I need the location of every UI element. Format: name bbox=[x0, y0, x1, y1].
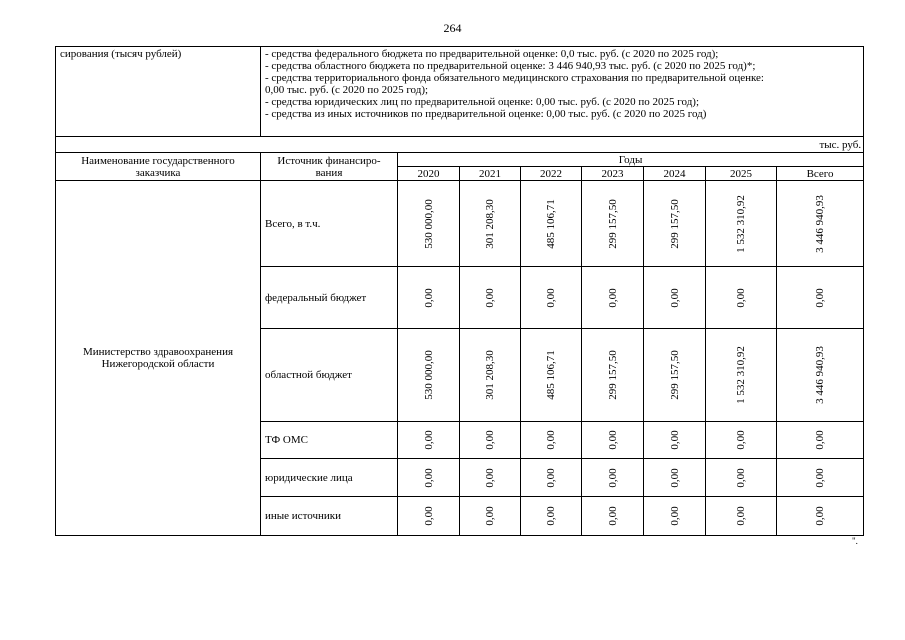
year-header: 2022 bbox=[521, 167, 582, 181]
value-text: 0,00 bbox=[668, 430, 681, 450]
value-text: 530 000,00 bbox=[422, 350, 435, 400]
value-cell bbox=[777, 422, 864, 459]
value-cell bbox=[521, 267, 582, 329]
table-row bbox=[56, 181, 864, 267]
value-cell bbox=[521, 422, 582, 459]
source-cell: областной бюджет bbox=[261, 329, 398, 422]
value-cell bbox=[644, 329, 706, 422]
year-header: 2024 bbox=[644, 167, 706, 181]
value-cell bbox=[582, 267, 644, 329]
customer-name: Министерство здравоохранения Нижегородской области bbox=[56, 181, 261, 536]
value-cell bbox=[398, 497, 460, 536]
value-text: 0,00 bbox=[606, 467, 619, 488]
unit-row bbox=[56, 137, 864, 153]
value-text: 0,00 bbox=[735, 467, 747, 488]
value-cell bbox=[460, 459, 521, 497]
value-cell bbox=[582, 329, 644, 422]
value-text: 0,00 bbox=[668, 467, 681, 488]
value-text: 0,00 bbox=[814, 430, 827, 450]
value-cell bbox=[521, 329, 582, 422]
value-text: 3 446 940,93 bbox=[814, 346, 827, 404]
value-text: 0,00 bbox=[545, 506, 557, 526]
value-cell bbox=[777, 329, 864, 422]
financing-line: - средства юридических лиц по предварительной оценке: 0,00 тыс. руб. (с 2020 по 2025 год); bbox=[265, 96, 700, 108]
header-row-1 bbox=[56, 153, 864, 167]
value-text: 301 208,30 bbox=[484, 198, 496, 249]
value-cell bbox=[706, 422, 777, 459]
value-text: 299 157,50 bbox=[668, 198, 681, 249]
financing-line: 0,00 тыс. руб. (с 2020 по 2025 год); bbox=[265, 84, 429, 96]
financing-table bbox=[55, 46, 864, 536]
value-cell bbox=[582, 181, 644, 267]
value-cell bbox=[460, 181, 521, 267]
source-cell: ТФ ОМС bbox=[261, 422, 398, 459]
value-text: 0,00 bbox=[422, 430, 435, 450]
financing-line: - средства территориального фонда обязательного медицинского страхования по предварительной оценке: bbox=[265, 72, 764, 84]
value-text: 485 106,71 bbox=[545, 198, 557, 249]
value-text: 0,00 bbox=[606, 506, 619, 526]
value-text: 299 157,50 bbox=[606, 198, 619, 249]
value-cell bbox=[706, 459, 777, 497]
financing-line: - средства областного бюджета по предварительной оценке: 3 446 940,93 тыс. руб. (с 2020 по 2025 год)*; bbox=[265, 60, 756, 72]
value-text: 0,00 bbox=[422, 506, 435, 526]
value-text: 0,00 bbox=[484, 467, 496, 488]
value-cell bbox=[521, 459, 582, 497]
financing-line: - средства из иных источников по предварительной оценке: 0,00 тыс. руб. (с 2020 по 2025 год) bbox=[265, 108, 707, 120]
value-text: 0,00 bbox=[545, 467, 557, 488]
value-text: 0,00 bbox=[735, 430, 747, 450]
value-text: 0,00 bbox=[668, 287, 681, 308]
year-header: Всего bbox=[777, 167, 864, 181]
value-text: 0,00 bbox=[606, 287, 619, 308]
source-cell: юридические лица bbox=[261, 459, 398, 497]
value-text: 1 532 310,92 bbox=[735, 346, 747, 404]
financing-volume-text bbox=[261, 47, 864, 137]
value-cell bbox=[644, 459, 706, 497]
value-cell bbox=[398, 422, 460, 459]
year-header: 2025 bbox=[706, 167, 777, 181]
value-text: 0,00 bbox=[422, 467, 435, 488]
unit-label: тыс. руб. bbox=[56, 137, 864, 153]
financing-volume-row bbox=[56, 47, 864, 137]
source-cell: Всего, в т.ч. bbox=[261, 181, 398, 267]
value-text: 299 157,50 bbox=[606, 350, 619, 400]
value-cell bbox=[706, 329, 777, 422]
value-text: 0,00 bbox=[814, 467, 827, 488]
value-text: 485 106,71 bbox=[545, 350, 557, 400]
value-cell bbox=[460, 329, 521, 422]
value-text: 0,00 bbox=[668, 506, 681, 526]
source-cell: иные источники bbox=[261, 497, 398, 536]
value-cell bbox=[706, 267, 777, 329]
value-cell bbox=[582, 459, 644, 497]
value-cell bbox=[644, 267, 706, 329]
value-text: 0,00 bbox=[814, 287, 827, 308]
value-cell bbox=[777, 181, 864, 267]
value-text: 0,00 bbox=[606, 430, 619, 450]
value-text: 0,00 bbox=[422, 287, 435, 308]
year-header: 2023 bbox=[582, 167, 644, 181]
value-cell bbox=[706, 497, 777, 536]
value-cell bbox=[706, 181, 777, 267]
value-cell bbox=[777, 497, 864, 536]
value-text: 0,00 bbox=[545, 287, 557, 308]
value-cell bbox=[777, 267, 864, 329]
value-cell bbox=[460, 422, 521, 459]
value-text: 299 157,50 bbox=[668, 350, 681, 400]
value-text: 0,00 bbox=[484, 430, 496, 450]
page-number: 264 bbox=[443, 21, 462, 35]
value-text: 0,00 bbox=[735, 287, 747, 308]
financing-volume-label: сирования (тысяч рублей) bbox=[56, 47, 261, 137]
value-text: 530 000,00 bbox=[422, 198, 435, 249]
end-mark: ". bbox=[852, 536, 858, 546]
value-text: 0,00 bbox=[735, 506, 747, 526]
value-cell bbox=[398, 329, 460, 422]
value-text: 1 532 310,92 bbox=[735, 194, 747, 253]
years-header: Годы bbox=[398, 153, 864, 167]
value-cell bbox=[777, 459, 864, 497]
value-cell bbox=[582, 497, 644, 536]
source-header: Источник финансиро-вания bbox=[261, 153, 398, 181]
financing-line: - средства федерального бюджета по предварительной оценке: 0,0 тыс. руб. (с 2020 по 2025 год); bbox=[265, 48, 719, 60]
year-header: 2021 bbox=[460, 167, 521, 181]
value-text: 301 208,30 bbox=[484, 350, 496, 400]
value-cell bbox=[644, 497, 706, 536]
source-cell: федеральный бюджет bbox=[261, 267, 398, 329]
year-header: 2020 bbox=[398, 167, 460, 181]
value-cell bbox=[644, 181, 706, 267]
customer-header: Наименование государственного заказчика bbox=[56, 153, 261, 181]
value-cell bbox=[398, 459, 460, 497]
value-cell bbox=[460, 267, 521, 329]
value-cell bbox=[398, 267, 460, 329]
value-cell bbox=[398, 181, 460, 267]
value-cell bbox=[521, 181, 582, 267]
value-text: 0,00 bbox=[814, 506, 827, 526]
value-cell bbox=[582, 422, 644, 459]
value-text: 3 446 940,93 bbox=[814, 194, 827, 253]
value-cell bbox=[644, 422, 706, 459]
value-text: 0,00 bbox=[484, 287, 496, 308]
value-text: 0,00 bbox=[484, 506, 496, 526]
value-cell bbox=[521, 497, 582, 536]
value-text: 0,00 bbox=[545, 430, 557, 450]
value-cell bbox=[460, 497, 521, 536]
